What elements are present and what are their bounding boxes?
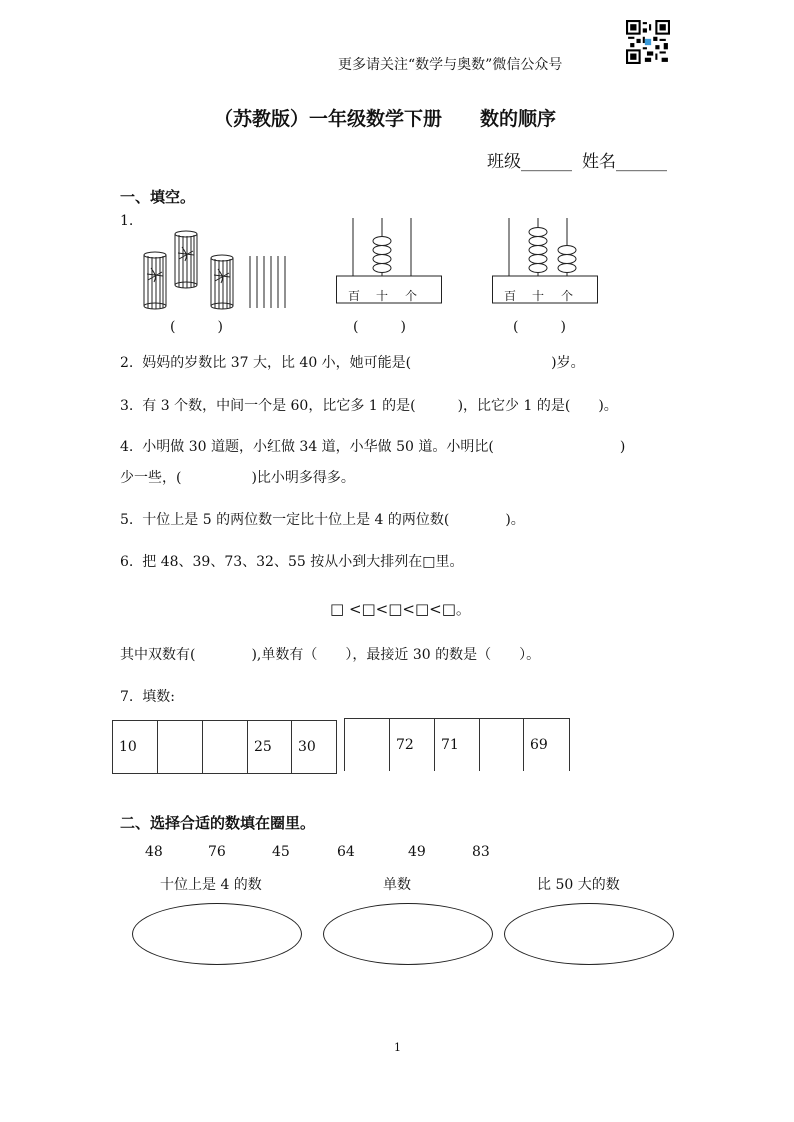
- number-option[interactable]: 76: [208, 844, 226, 860]
- q7-left-cell[interactable]: [203, 721, 248, 773]
- q7-left-cell[interactable]: 25: [248, 721, 292, 773]
- abacus-one-hundreds-label: 百: [348, 289, 361, 303]
- promo-text: 更多请关注“数学与奥数”微信公众号: [338, 57, 563, 73]
- q7-right-cell[interactable]: [345, 719, 390, 771]
- q1-blank-abacus-one[interactable]: ( ): [353, 319, 406, 335]
- class-label: 班级______: [487, 152, 572, 172]
- number-option[interactable]: 48: [145, 844, 163, 860]
- abacus-one-ones-label: 个: [405, 289, 418, 303]
- abacus-two-ones-label: 个: [561, 289, 574, 303]
- section-one-heading: 一、填空。: [120, 188, 196, 206]
- qr-code-icon: [626, 20, 670, 64]
- q7-right-cell[interactable]: 69: [530, 737, 548, 753]
- circle-label-odd: 单数: [383, 877, 411, 893]
- q7-table-left: [112, 720, 337, 774]
- question-six-followup: 其中双数有( ),单数有（ ），最接近 30 的数是（ ）。: [120, 647, 541, 663]
- q1-blank-abacus-two[interactable]: ( ): [513, 319, 566, 335]
- number-option[interactable]: 64: [337, 844, 355, 860]
- number-option[interactable]: 83: [472, 844, 490, 860]
- q7-right-cell[interactable]: [480, 719, 524, 771]
- abacus-two-hundreds-label: 百: [504, 289, 517, 303]
- section-two-heading: 二、选择合适的数填在圈里。: [120, 814, 316, 832]
- q7-table-right: [344, 718, 570, 771]
- question-six: 6. 把 48、39、73、32、55 按从小到大排列在□里。: [120, 554, 464, 570]
- answer-circle-odd[interactable]: [323, 903, 493, 965]
- page-title: （苏教版）一年级数学下册 数的顺序: [214, 108, 557, 130]
- abacus-one-tens-label: 十: [376, 289, 389, 303]
- question-three: 3. 有 3 个数，中间一个是 60，比它多 1 的是( )，比它少 1 的是( )。: [120, 398, 618, 414]
- question-seven: 7. 填数:: [120, 689, 175, 705]
- circle-label-greater-fifty: 比 50 大的数: [537, 877, 620, 893]
- answer-circle-tens-four[interactable]: [132, 903, 302, 965]
- number-option[interactable]: 49: [408, 844, 426, 860]
- q1-blank-sticks[interactable]: ( ): [170, 319, 223, 335]
- q7-right-cell[interactable]: 72: [390, 719, 435, 771]
- stick-bundles-image: [138, 228, 298, 308]
- q7-left-cell[interactable]: 10: [113, 721, 158, 773]
- q7-left-cell[interactable]: [158, 721, 203, 773]
- question-two: 2. 妈妈的岁数比 37 大，比 40 小，她可能是( )岁。: [120, 355, 585, 371]
- q7-left-cell[interactable]: 30: [298, 739, 316, 755]
- question-five: 5. 十位上是 5 的两位数一定比十位上是 4 的两位数( )。: [120, 512, 525, 528]
- question-six-boxes[interactable]: □ <□<□<□<□。: [330, 600, 471, 618]
- number-option[interactable]: 45: [272, 844, 290, 860]
- abacus-two-tens-label: 十: [532, 289, 545, 303]
- question-one-number: 1.: [120, 213, 134, 229]
- name-label: 姓名______: [582, 152, 667, 172]
- page-number: 1: [394, 1041, 401, 1054]
- circle-label-tens-four: 十位上是 4 的数: [160, 877, 262, 893]
- question-four-line-two: 少一些，( )比小明多得多。: [120, 470, 355, 486]
- q7-right-cell[interactable]: 71: [435, 719, 480, 771]
- answer-circle-greater-fifty[interactable]: [504, 903, 674, 965]
- question-four-line-one: 4. 小明做 30 道题，小红做 34 道，小华做 50 道。小明比( ): [120, 439, 626, 455]
